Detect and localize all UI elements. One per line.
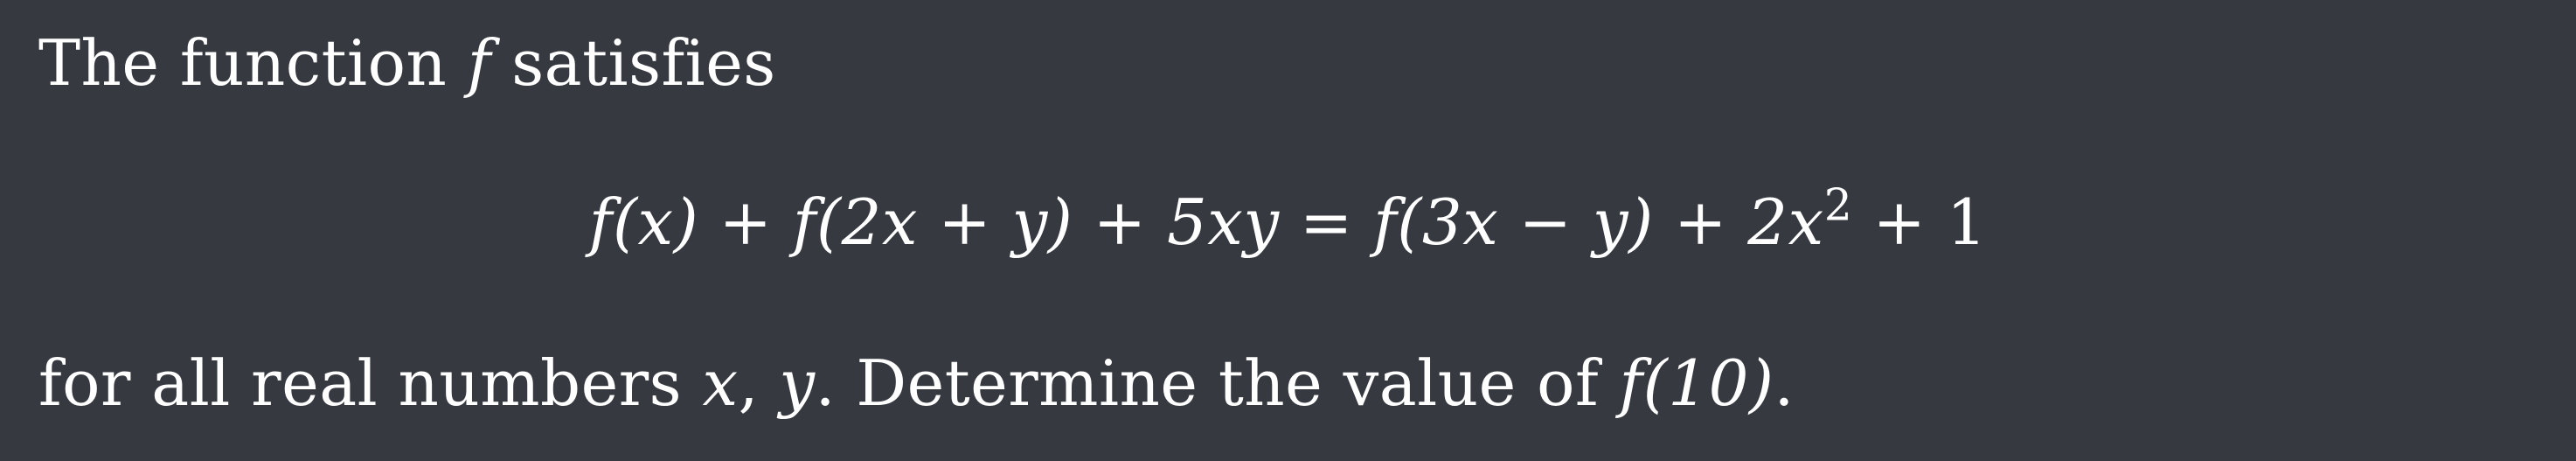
function-symbol: f — [467, 26, 491, 100]
equation-rhs-tail: + 1 — [1872, 185, 1988, 259]
closing-period: . — [1774, 346, 1795, 420]
intro-prefix-text: The function — [38, 26, 448, 100]
closing-middle-text: . Determine the value of — [815, 346, 1600, 420]
comma: , — [738, 346, 760, 420]
intro-suffix-text: satisfies — [511, 26, 776, 100]
problem-intro-line — [38, 26, 776, 100]
closing-prefix-text: for all real numbers — [38, 346, 683, 420]
problem-closing-line — [38, 346, 1795, 420]
equals-sign: = — [1299, 185, 1353, 259]
variable-y: y — [779, 346, 816, 420]
equation-lhs: f(x) + f(2x + y) + 5xy — [588, 185, 1280, 259]
equation-rhs: f(3x − y) + 2x — [1373, 185, 1824, 259]
exponent: 2 — [1823, 178, 1853, 231]
target-expression: f(10) — [1619, 346, 1774, 420]
variable-x: x — [702, 346, 739, 420]
functional-equation — [0, 178, 2576, 259]
